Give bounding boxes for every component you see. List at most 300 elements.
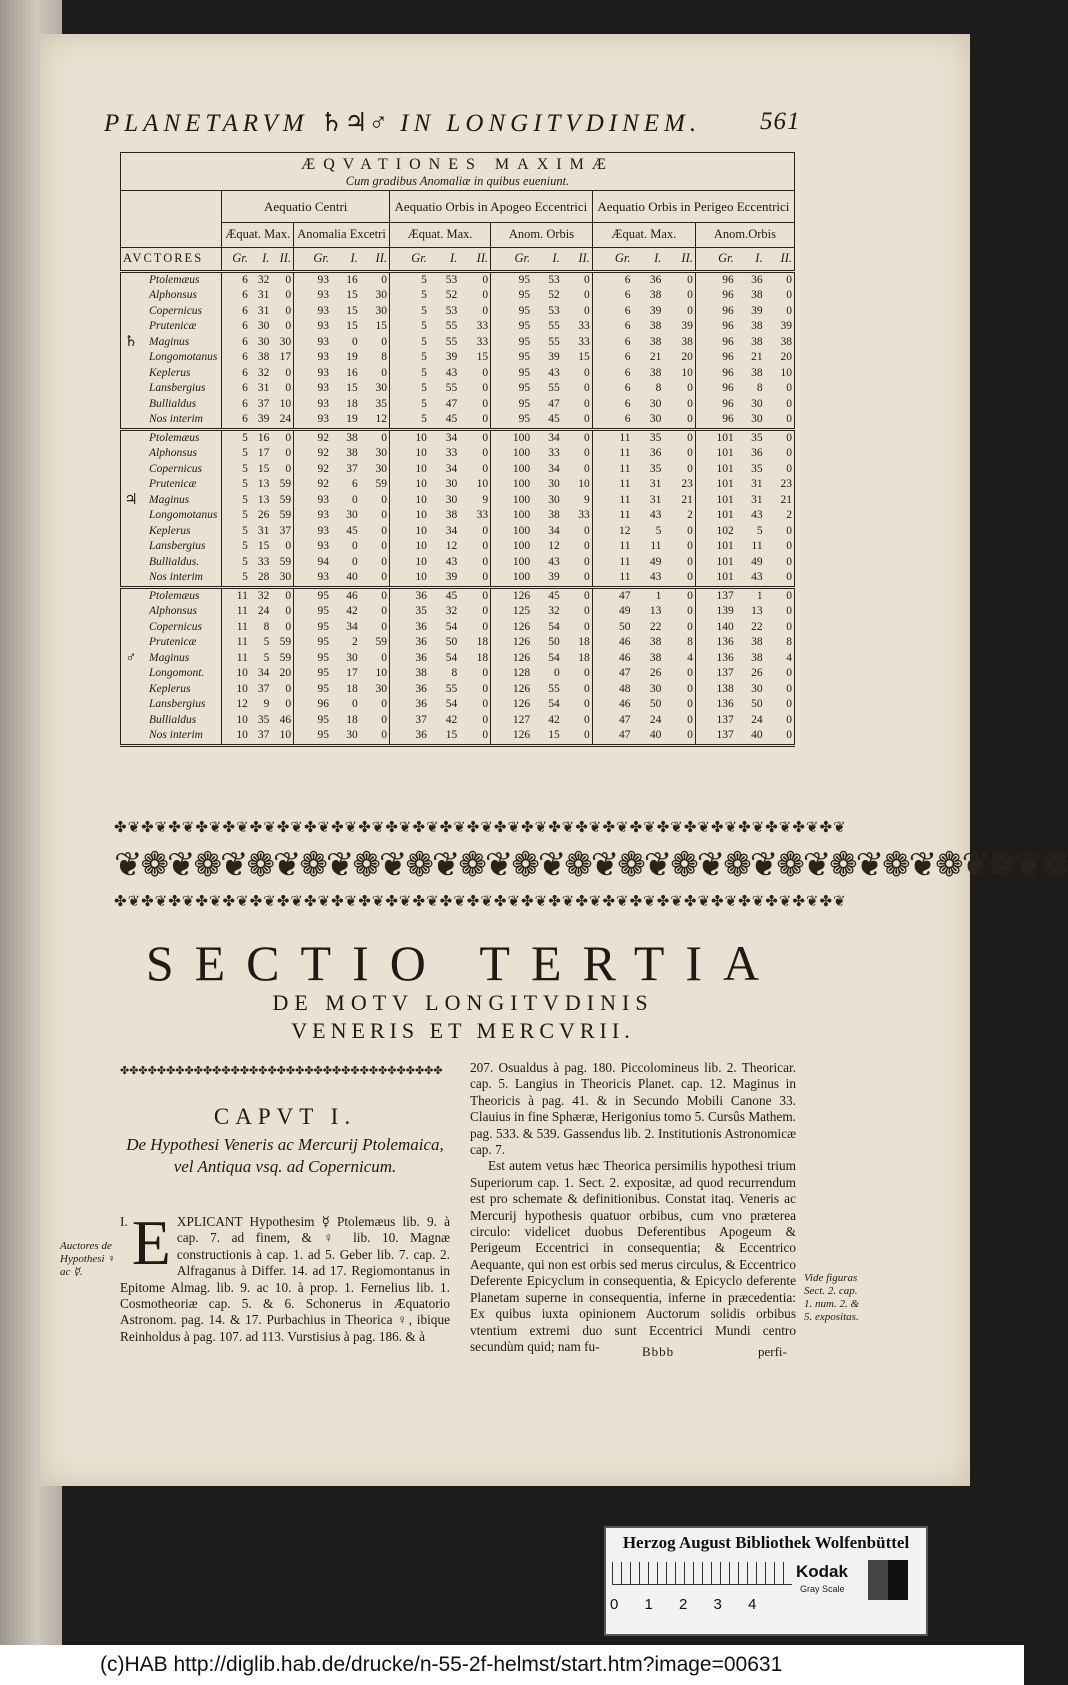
value-cell: 6 <box>592 350 632 366</box>
value-cell: 5 <box>389 366 428 382</box>
value-cell: 31 <box>649 478 662 490</box>
value-cell: 35 <box>649 462 662 475</box>
value-cell: 35 <box>389 604 428 620</box>
value-cell: 95 <box>294 620 331 636</box>
value-cell: 95 <box>491 366 533 382</box>
value-cell: 38 <box>751 636 763 648</box>
value-cell: 40 <box>751 729 763 741</box>
value-cell: 92 <box>294 462 331 478</box>
col-aequat-max: Æquat. Max. <box>222 222 294 247</box>
value-cell: 0 <box>381 713 387 726</box>
value-cell: 0 <box>482 524 489 537</box>
value-cell: 95 <box>491 288 533 304</box>
table-row <box>121 587 795 604</box>
auctores-header: AVCTORES <box>123 250 204 265</box>
value-cell: 37 <box>279 524 292 537</box>
value-cell: 2 <box>352 636 358 648</box>
value-cell: 100 <box>491 462 533 478</box>
value-cell: 0 <box>786 413 792 425</box>
value-cell: 36 <box>389 682 428 698</box>
value-cell: 0 <box>687 729 693 741</box>
value-cell: 30 <box>257 320 270 332</box>
value-cell: 5 <box>222 429 250 446</box>
value-cell: 0 <box>687 273 693 286</box>
value-cell: 0 <box>786 589 792 602</box>
value-cell: 0 <box>352 555 358 568</box>
table-row <box>121 446 795 462</box>
unit-cell: I. <box>552 250 560 265</box>
table-row <box>121 350 795 366</box>
author-name: Alphonsus <box>149 289 197 301</box>
value-cell: 0 <box>786 447 792 459</box>
signature-mark: Bbbb <box>642 1344 675 1359</box>
value-cell: 101 <box>695 446 735 462</box>
value-cell: 19 <box>346 351 358 363</box>
value-cell: 15 <box>346 304 358 317</box>
value-cell: 6 <box>222 366 250 382</box>
value-cell: 31 <box>257 304 270 317</box>
value-cell: 0 <box>482 589 489 602</box>
author-name: Longomotanus <box>149 351 218 363</box>
value-cell: 30 <box>548 493 560 506</box>
planet-symbol <box>121 397 142 413</box>
value-cell: 33 <box>476 335 489 348</box>
author-name: Keplerus <box>149 366 191 379</box>
value-cell: 15 <box>375 320 387 332</box>
footer-url: (c)HAB http://diglib.hab.de/drucke/n-55-2f-helmst/start.htm?image=00631 <box>100 1653 783 1676</box>
value-cell: 59 <box>375 636 387 648</box>
value-cell: 95 <box>294 651 331 667</box>
author-name: Bullialdus <box>149 397 197 410</box>
value-cell: 137 <box>695 666 735 682</box>
value-cell: 11 <box>222 587 250 604</box>
value-cell: 6 <box>222 319 250 335</box>
value-cell: 38 <box>780 335 792 348</box>
value-cell: 0 <box>285 304 292 317</box>
value-cell: 49 <box>751 555 763 568</box>
group-aequatio-centri: Aequatio Centri <box>222 190 390 222</box>
value-cell: 37 <box>257 682 270 695</box>
value-cell: 0 <box>786 620 792 633</box>
table-row <box>121 397 795 413</box>
value-cell: 59 <box>279 636 292 648</box>
value-cell: 46 <box>346 589 358 602</box>
value-cell: 39 <box>649 304 662 317</box>
value-cell: 9 <box>584 493 590 506</box>
value-cell: 100 <box>491 446 533 462</box>
planet-symbol <box>121 604 142 620</box>
value-cell: 0 <box>687 462 693 475</box>
value-cell: 42 <box>548 713 560 726</box>
value-cell: 0 <box>285 462 292 475</box>
table-row <box>121 555 795 571</box>
value-cell: 93 <box>294 288 331 304</box>
value-cell: 59 <box>279 478 292 490</box>
value-cell: 30 <box>375 462 387 475</box>
value-cell: 0 <box>482 462 489 475</box>
value-cell: 15 <box>346 382 358 394</box>
value-cell: 126 <box>491 587 533 604</box>
value-cell: 0 <box>381 335 387 348</box>
value-cell: 38 <box>346 447 358 459</box>
value-cell: 0 <box>285 540 292 552</box>
planet-symbol <box>121 366 142 382</box>
value-cell: 100 <box>491 555 533 571</box>
unit-cell: I. <box>449 250 458 265</box>
value-cell: 0 <box>381 524 387 537</box>
author-name: Nos interim <box>149 729 203 741</box>
value-cell: 21 <box>649 351 662 363</box>
value-cell: 24 <box>279 413 292 425</box>
value-cell: 31 <box>649 493 662 506</box>
value-cell: 0 <box>584 462 590 475</box>
ornament-band-middle: ❦❁❦❁❦❁❦❁❦❁❦❁❦❁❦❁❦❁❦❁❦❁❦❁❦❁❦❁❦❁❦❁❦❁❦❁ <box>114 845 1068 885</box>
value-cell: 0 <box>786 605 792 617</box>
value-cell: 0 <box>687 620 693 633</box>
value-cell: 45 <box>548 589 560 602</box>
value-cell: 37 <box>346 462 358 475</box>
value-cell: 59 <box>279 493 292 506</box>
unit-cell: II. <box>279 250 292 265</box>
value-cell: 40 <box>346 571 358 583</box>
value-cell: 100 <box>491 493 533 509</box>
value-cell: 38 <box>649 289 662 301</box>
planet-symbol <box>121 288 142 304</box>
table-row <box>121 508 795 524</box>
value-cell: 0 <box>381 698 387 710</box>
planet-symbol <box>121 587 142 604</box>
value-cell: 96 <box>695 271 735 288</box>
value-cell: 21 <box>751 351 763 363</box>
author-name: Maginus <box>149 493 190 506</box>
value-cell: 0 <box>553 667 560 679</box>
value-cell: 101 <box>695 429 735 446</box>
value-cell: 11 <box>222 620 250 636</box>
value-cell: 0 <box>786 571 792 583</box>
value-cell: 13 <box>257 478 270 490</box>
planet-symbol <box>121 555 142 571</box>
value-cell: 30 <box>375 382 387 394</box>
value-cell: 30 <box>445 493 458 506</box>
value-cell: 0 <box>482 397 489 410</box>
value-cell: 39 <box>548 351 560 363</box>
value-cell: 30 <box>751 682 763 695</box>
paragraph-number: I. <box>120 1214 128 1229</box>
planet-symbol <box>121 304 142 320</box>
value-cell: 6 <box>592 319 632 335</box>
chapter-title: CAPVT I. <box>213 1104 357 1129</box>
value-cell: 137 <box>695 713 735 729</box>
left-column <box>120 1207 450 1345</box>
library-card <box>604 1526 928 1636</box>
author-name: Lansbergius <box>149 540 206 552</box>
unit-cell: Gr. <box>491 247 533 271</box>
ornament-band-bottom: ✤❦✤❦✤❦✤❦✤❦✤❦✤❦✤❦✤❦✤❦✤❦✤❦✤❦✤❦✤❦✤❦✤❦✤❦✤❦✤❦✤❦✤❦✤❦✤❦✤❦✤❦✤❦ <box>114 892 847 910</box>
value-cell: 39 <box>751 304 763 317</box>
value-cell: 36 <box>389 635 428 651</box>
value-cell: 54 <box>445 620 458 633</box>
value-cell: 38 <box>445 509 458 521</box>
value-cell: 15 <box>257 540 270 552</box>
value-cell: 6 <box>222 350 250 366</box>
author-name: Prutenicæ <box>149 636 197 648</box>
value-cell: 24 <box>751 713 763 726</box>
value-cell: 126 <box>491 635 533 651</box>
value-cell: 53 <box>548 273 560 286</box>
value-cell: 8 <box>687 636 693 648</box>
value-cell: 43 <box>751 509 763 521</box>
value-cell: 53 <box>445 304 458 317</box>
value-cell: 17 <box>346 667 358 679</box>
value-cell: 39 <box>681 320 693 332</box>
unit-cell: Gr. <box>592 247 632 271</box>
value-cell: 5 <box>222 477 250 493</box>
value-cell: 92 <box>294 477 331 493</box>
value-cell: 0 <box>285 320 292 332</box>
value-cell: 0 <box>687 605 693 617</box>
planet-symbol <box>121 271 142 288</box>
value-cell: 95 <box>294 666 331 682</box>
value-cell: 101 <box>695 477 735 493</box>
value-cell: 6 <box>592 381 632 397</box>
value-cell: 0 <box>584 431 590 444</box>
value-cell: 38 <box>346 431 358 444</box>
unit-cell: II. <box>476 250 489 265</box>
value-cell: 0 <box>687 682 693 695</box>
value-cell: 10 <box>279 729 292 741</box>
value-cell: 34 <box>445 462 458 475</box>
value-cell: 10 <box>389 477 428 493</box>
planet-symbol <box>121 462 142 478</box>
value-cell: 38 <box>389 666 428 682</box>
value-cell: 6 <box>592 271 632 288</box>
value-cell: 11 <box>592 477 632 493</box>
value-cell: 6 <box>222 397 250 413</box>
table-row <box>121 651 795 667</box>
unit-cell: I. <box>262 250 270 265</box>
value-cell: 38 <box>649 366 662 379</box>
planet-symbol <box>121 666 142 682</box>
value-cell: 18 <box>476 636 489 648</box>
value-cell: 102 <box>695 524 735 540</box>
value-cell: 0 <box>381 431 387 444</box>
value-cell: 36 <box>389 697 428 713</box>
table-row <box>121 604 795 620</box>
planet-symbol: ♄ <box>124 333 138 350</box>
value-cell: 21 <box>681 493 693 506</box>
value-cell: 93 <box>294 350 331 366</box>
value-cell: 46 <box>592 697 632 713</box>
value-cell: 125 <box>491 604 533 620</box>
value-cell: 92 <box>294 429 331 446</box>
value-cell: 0 <box>285 620 292 633</box>
value-cell: 47 <box>592 666 632 682</box>
value-cell: 0 <box>786 540 792 552</box>
value-cell: 48 <box>592 682 632 698</box>
table-row <box>121 539 795 555</box>
author-name: Prutenicæ <box>149 320 197 332</box>
value-cell: 126 <box>491 620 533 636</box>
value-cell: 30 <box>279 335 292 348</box>
planet-symbol <box>121 319 142 335</box>
value-cell: 30 <box>751 413 763 425</box>
value-cell: 10 <box>375 667 387 679</box>
equations-table <box>120 152 795 747</box>
value-cell: 95 <box>491 397 533 413</box>
value-cell: 30 <box>279 571 292 583</box>
value-cell: 43 <box>445 555 458 568</box>
value-cell: 33 <box>257 555 270 568</box>
value-cell: 96 <box>695 335 735 351</box>
value-cell: 0 <box>482 304 489 317</box>
value-cell: 0 <box>381 366 387 379</box>
value-cell: 2 <box>786 509 792 521</box>
value-cell: 45 <box>445 589 458 602</box>
value-cell: 55 <box>548 382 560 394</box>
value-cell: 11 <box>592 462 632 478</box>
value-cell: 6 <box>592 397 632 413</box>
planet-symbol <box>121 682 142 698</box>
black-patch <box>888 1560 908 1600</box>
value-cell: 4 <box>786 651 792 664</box>
value-cell: 35 <box>375 397 387 410</box>
value-cell: 0 <box>687 289 693 301</box>
author-name: Lansbergius <box>149 698 206 710</box>
unit-cell: Gr. <box>222 247 250 271</box>
value-cell: 42 <box>346 605 358 617</box>
value-cell: 94 <box>294 555 331 571</box>
value-cell: 10 <box>389 429 428 446</box>
value-cell: 0 <box>584 682 590 695</box>
value-cell: 33 <box>578 509 590 521</box>
author-name: Nos interim <box>149 571 203 583</box>
value-cell: 0 <box>687 555 693 568</box>
value-cell: 0 <box>687 524 693 537</box>
value-cell: 96 <box>695 412 735 429</box>
kodak-logo: Kodak <box>796 1562 848 1581</box>
value-cell: 0 <box>687 540 693 552</box>
value-cell: 5 <box>222 524 250 540</box>
value-cell: 6 <box>592 304 632 320</box>
table-row <box>121 713 795 729</box>
author-name: Keplerus <box>149 682 191 695</box>
value-cell: 6 <box>222 412 250 429</box>
value-cell: 0 <box>482 555 489 568</box>
value-cell: 36 <box>389 728 428 745</box>
value-cell: 10 <box>578 478 590 490</box>
value-cell: 95 <box>491 304 533 320</box>
value-cell: 4 <box>687 651 693 664</box>
value-cell: 34 <box>445 524 458 537</box>
value-cell: 0 <box>786 555 792 568</box>
value-cell: 8 <box>451 667 458 679</box>
value-cell: 37 <box>389 713 428 729</box>
value-cell: 100 <box>491 539 533 555</box>
value-cell: 5 <box>222 462 250 478</box>
value-cell: 126 <box>491 697 533 713</box>
planet-symbol <box>121 446 142 462</box>
table-row <box>121 697 795 713</box>
value-cell: 46 <box>592 635 632 651</box>
value-cell: 10 <box>222 728 250 745</box>
value-cell: 6 <box>222 271 250 288</box>
running-header <box>104 108 804 138</box>
value-cell: 5 <box>389 335 428 351</box>
author-name: Lansbergius <box>149 382 206 394</box>
value-cell: 18 <box>346 397 358 410</box>
ornament-band-top: ✤❦✤❦✤❦✤❦✤❦✤❦✤❦✤❦✤❦✤❦✤❦✤❦✤❦✤❦✤❦✤❦✤❦✤❦✤❦✤❦✤❦✤❦✤❦✤❦✤❦✤❦✤❦ <box>114 818 847 836</box>
value-cell: 2 <box>687 509 693 521</box>
value-cell: 96 <box>695 397 735 413</box>
value-cell: 31 <box>257 289 270 301</box>
planet-symbol <box>121 728 142 745</box>
value-cell: 16 <box>346 273 358 286</box>
value-cell: 35 <box>649 431 662 444</box>
value-cell: 39 <box>548 571 560 583</box>
value-cell: 101 <box>695 555 735 571</box>
value-cell: 30 <box>346 729 358 741</box>
value-cell: 1 <box>655 589 662 602</box>
value-cell: 49 <box>592 604 632 620</box>
right-column <box>470 1060 796 1355</box>
value-cell: 0 <box>786 698 792 710</box>
value-cell: 32 <box>257 366 270 379</box>
author-name: Copernicus <box>149 304 203 317</box>
value-cell: 34 <box>548 431 560 444</box>
planet-symbol <box>121 477 142 493</box>
value-cell: 15 <box>548 729 560 741</box>
value-cell: 0 <box>584 667 590 679</box>
table-row <box>121 682 795 698</box>
table-row <box>121 381 795 397</box>
value-cell: 38 <box>649 636 662 648</box>
value-cell: 34 <box>445 431 458 444</box>
unit-cell: II. <box>375 250 387 265</box>
value-cell: 95 <box>491 412 533 429</box>
value-cell: 45 <box>548 413 560 425</box>
value-cell: 96 <box>695 381 735 397</box>
value-cell: 45 <box>346 524 358 537</box>
value-cell: 0 <box>482 431 489 444</box>
author-name: Maginus <box>149 335 190 348</box>
value-cell: 11 <box>650 540 662 552</box>
value-cell: 95 <box>491 319 533 335</box>
value-cell: 6 <box>222 335 250 351</box>
planet-symbol <box>121 350 142 366</box>
value-cell: 0 <box>687 667 693 679</box>
value-cell: 0 <box>786 729 792 741</box>
value-cell: 38 <box>751 320 763 332</box>
value-cell: 47 <box>592 728 632 745</box>
value-cell: 0 <box>687 571 693 583</box>
value-cell: 0 <box>584 273 590 286</box>
value-cell: 43 <box>548 555 560 568</box>
planet-symbol: ♂ <box>125 649 137 666</box>
page-number: 561 <box>760 108 801 135</box>
value-cell: 5 <box>389 397 428 413</box>
table-row <box>121 304 795 320</box>
value-cell: 95 <box>491 335 533 351</box>
col-anom-orbis: Anom. Orbis <box>491 222 593 247</box>
value-cell: 95 <box>491 350 533 366</box>
value-cell: 93 <box>294 366 331 382</box>
value-cell: 0 <box>381 555 387 568</box>
value-cell: 0 <box>482 366 489 379</box>
group-perigeo: Aequatio Orbis in Perigeo Eccentrici <box>592 190 794 222</box>
value-cell: 47 <box>548 397 560 410</box>
value-cell: 5 <box>263 636 270 648</box>
value-cell: 126 <box>491 728 533 745</box>
